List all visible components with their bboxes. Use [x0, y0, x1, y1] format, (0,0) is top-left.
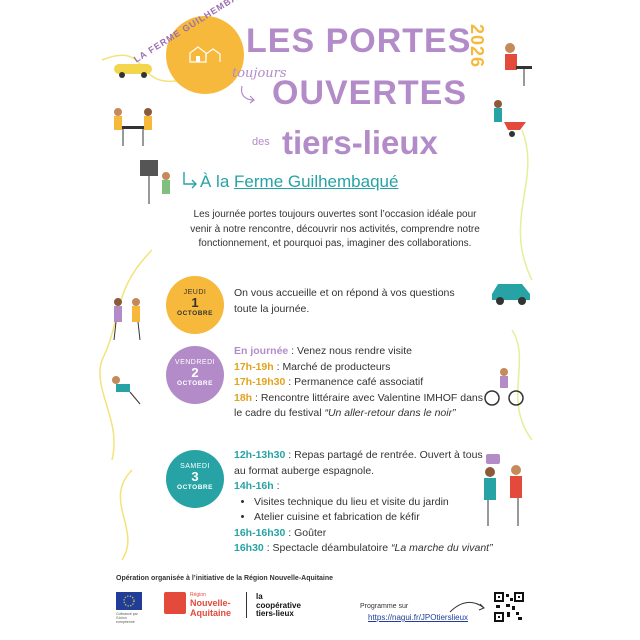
day-badge-vendredi: [166, 346, 224, 404]
title-line-1: LES PORTES: [246, 22, 472, 60]
list-item: • Atelier cuisine et fabrication de kéfir: [254, 510, 494, 526]
schedule-text: : Rencontre littéraire avec Valentine IMHOF dans le cadre du festival: [234, 391, 484, 419]
schedule-time: 16h30: [234, 542, 264, 554]
coop-line: coopérative: [256, 600, 301, 610]
yellow-car-illustration: [110, 58, 156, 80]
activity-list: [234, 495, 494, 526]
schedule-text: :: [273, 480, 280, 492]
schedule-time: 18h: [234, 391, 253, 404]
schedule-text: : Marché de producteurs: [273, 360, 391, 373]
list-item: • Visites technique du lieu et visite du jardin: [254, 495, 494, 511]
intro-paragraph: Les journée portes toujours ouvertes sont l’occasion idéale pour venir à notre rencontre, découvrir nos activités, comprendre notre fonctionnement, et pourquoi pas, imaginer des collaborations.: [190, 209, 480, 249]
title-des: des: [252, 136, 270, 148]
coop-line: tiers-lieux: [256, 609, 294, 618]
footer-divider: [246, 592, 247, 618]
footer-title: Opération organisée à l’initiative de la Région Nouvelle-Aquitaine: [116, 575, 334, 582]
person-at-laptop-illustration: [496, 40, 536, 90]
show-name: “La marche du vivant”: [391, 542, 493, 554]
arrow-right-icon: [182, 170, 198, 190]
day-month: OCTOBRE: [177, 380, 213, 387]
cyclist-illustration: [484, 366, 524, 408]
programme-label: Programme sur: [360, 603, 409, 610]
schedule-line: [234, 541, 494, 557]
schedule-line: [234, 344, 484, 360]
eu-caption: Cofinancé par l’Union européenne: [116, 612, 138, 624]
day-date: 3: [191, 469, 199, 484]
day-name: VENDREDI: [174, 359, 216, 366]
schedule-text: : Venez nous rendre visite: [288, 345, 413, 357]
schedule-line: [234, 375, 484, 391]
day-name: JEUDI: [183, 289, 207, 296]
day-date: 1: [191, 295, 199, 310]
qr-code-icon[interactable]: [494, 592, 524, 622]
subtitle: [200, 172, 398, 192]
schedule-time: En journée: [234, 345, 289, 357]
region-label: Région: [190, 592, 206, 598]
festival-name: “Un aller-retour dans le noir”: [324, 407, 456, 419]
couple-walking-illustration: [106, 296, 150, 344]
coop-line: la: [256, 592, 263, 601]
subtitle-farm-link[interactable]: Ferme Guilhembaqué: [234, 172, 399, 191]
day-badge-samedi: [166, 450, 224, 508]
day3-schedule: [234, 448, 494, 557]
schedule-line: [234, 479, 494, 495]
wheelbarrow-illustration: [488, 96, 532, 140]
day-name: SAMEDI: [180, 463, 210, 470]
schedule-text: : Repas partagé de rentrée. Ouvert à tous au format auberge espagnole.: [234, 449, 483, 477]
people-at-table-illustration: [108, 104, 158, 148]
schedule-text: : Permanence café associatif: [285, 376, 424, 388]
region-name-line: Aquitaine: [190, 608, 232, 618]
day1-description: On vous accueille et on répond à vos questions toute la journée.: [234, 287, 455, 315]
schedule-line: [234, 360, 484, 376]
farm-logo-text: LA FERME: [132, 27, 183, 65]
dancing-person-illustration: [106, 372, 142, 408]
schedule-time: 17h-19h30: [234, 376, 286, 388]
schedule-text: : Goûter: [285, 526, 327, 539]
schedule-time: 14h-16h: [234, 480, 274, 492]
person-at-board-illustration: [136, 156, 176, 206]
farm-house-icon: [188, 44, 222, 64]
cooperative-logo: [256, 593, 301, 619]
eu-stars-icon: [116, 592, 142, 610]
subtitle-prefix: À la: [200, 172, 235, 191]
curved-arrow-icon: [448, 598, 488, 614]
schedule-line: [234, 391, 484, 422]
schedule-line: [234, 526, 494, 542]
title-line-3: tiers-lieux: [282, 124, 438, 161]
region-name-line: Nouvelle-: [190, 598, 231, 608]
day-badge-jeudi: [166, 276, 224, 334]
day-month: OCTOBRE: [177, 484, 213, 491]
region-lion-logo: [164, 592, 186, 614]
title-toujours: toujours: [232, 66, 287, 81]
schedule-text: : Spectacle déambulatoire: [263, 542, 392, 554]
programme-link[interactable]: https://nagui.fr/JPOtierslieux: [368, 613, 469, 622]
title-line-2: OUVERTES: [272, 74, 468, 112]
day2-schedule: [234, 344, 484, 422]
schedule-time: 17h-19h: [234, 360, 274, 373]
year-label: 2026: [467, 24, 487, 69]
day-date: 2: [191, 365, 199, 380]
region-name: [190, 598, 231, 618]
day-month: OCTOBRE: [177, 310, 213, 317]
schedule-line: [234, 448, 494, 479]
schedule-time: 12h-13h30: [234, 449, 286, 461]
curved-arrow-icon: [238, 84, 258, 106]
teal-car-illustration: [488, 276, 534, 306]
schedule-time: 16h-16h30: [234, 526, 286, 539]
eu-flag-logo: [116, 592, 142, 610]
